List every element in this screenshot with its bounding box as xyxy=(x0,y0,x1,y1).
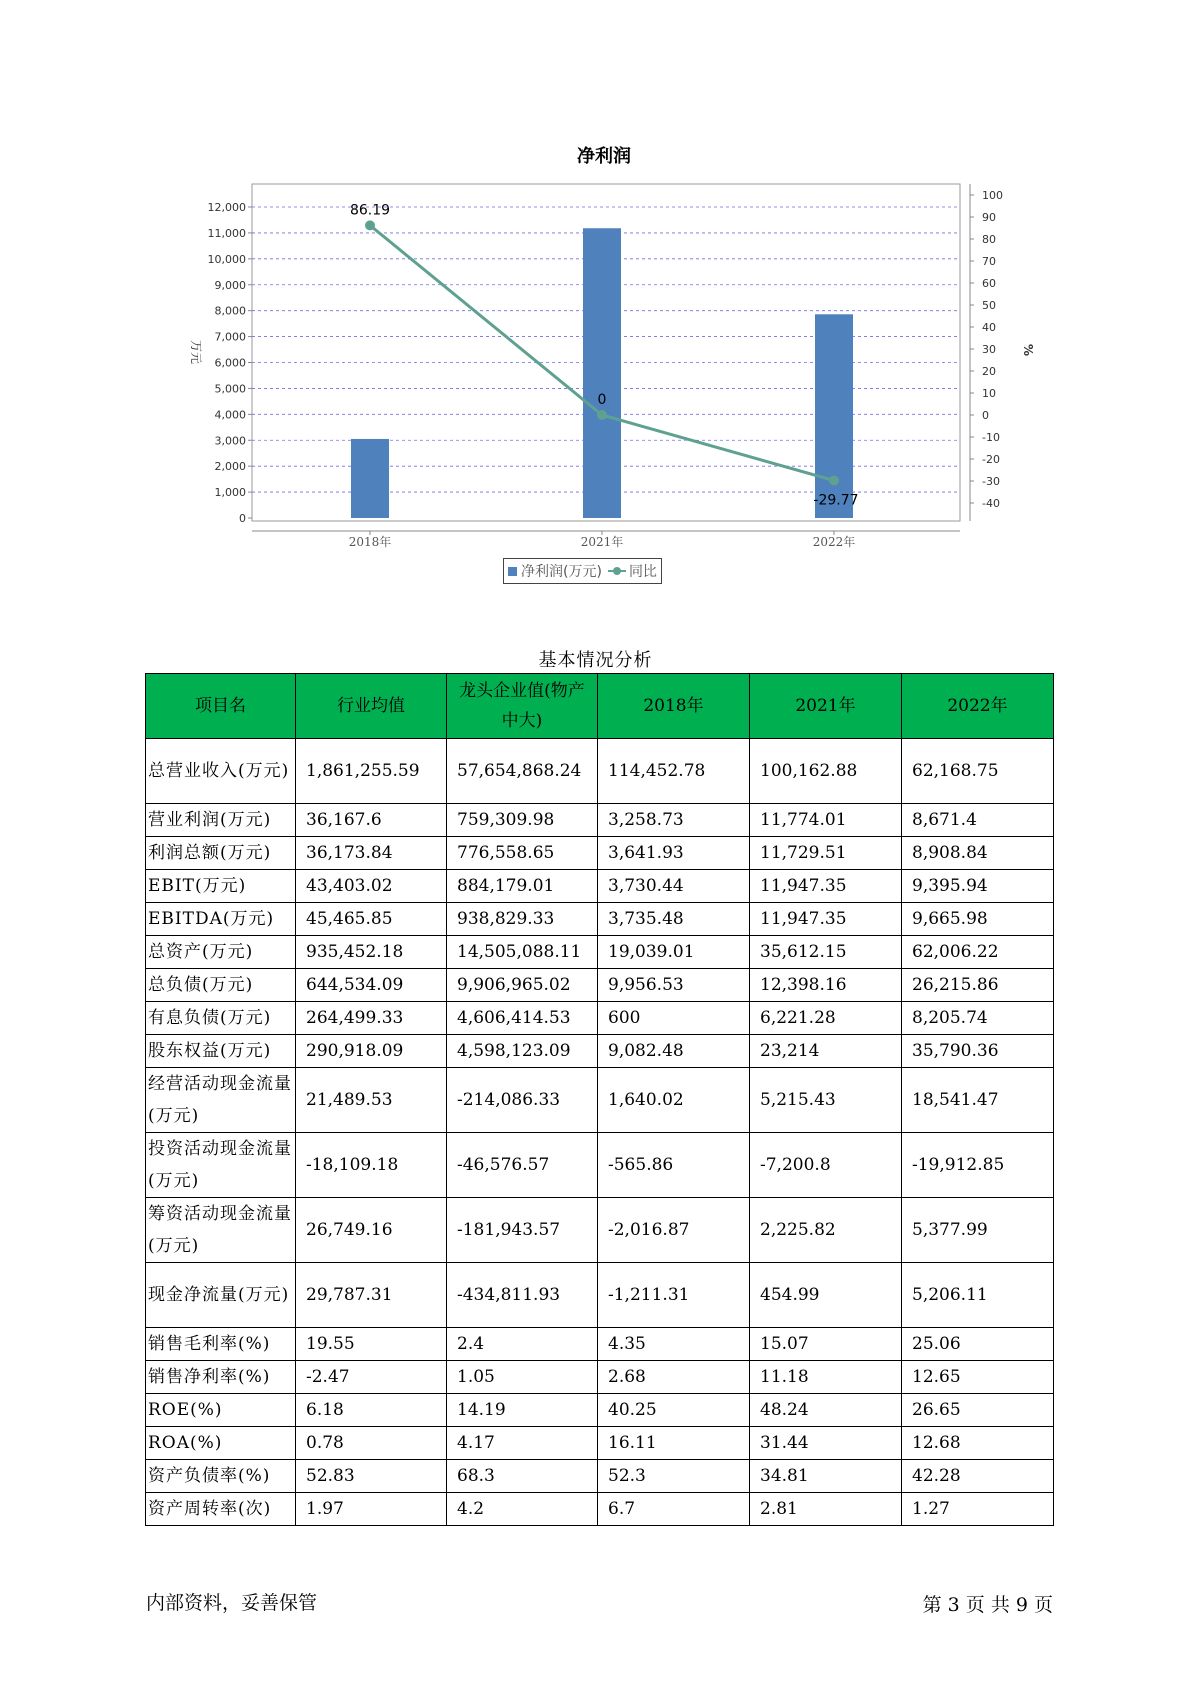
table-cell: 11,774.01 xyxy=(750,804,902,837)
y-right-tick-label: 50 xyxy=(982,299,996,312)
table-cell: -18,109.18 xyxy=(296,1133,447,1198)
x-tick-label: 2022年 xyxy=(812,535,856,549)
table-cell: -2.47 xyxy=(296,1361,447,1394)
table-cell: 23,214 xyxy=(750,1035,902,1068)
table-cell: -434,811.93 xyxy=(447,1263,598,1328)
table-cell: 1.27 xyxy=(902,1493,1054,1526)
row-label: 资产周转率(次) xyxy=(146,1493,296,1526)
table-row xyxy=(146,1361,1054,1394)
table-cell: 62,006.22 xyxy=(902,936,1054,969)
data-label: 86.19 xyxy=(349,202,391,219)
table-row xyxy=(146,1198,1054,1263)
table-cell: 18,541.47 xyxy=(902,1068,1054,1133)
table-cell: -1,211.31 xyxy=(598,1263,750,1328)
y-right-tick-label: 20 xyxy=(982,365,996,378)
chart-canvas xyxy=(0,0,1191,620)
header-cell: 项目名 xyxy=(146,674,296,739)
table-cell: 35,612.15 xyxy=(750,936,902,969)
table-cell: 100,162.88 xyxy=(750,739,902,804)
table-row xyxy=(146,837,1054,870)
y-right-tick-label: -30 xyxy=(982,475,1000,488)
row-label: 经营活动现金流量(万元) xyxy=(146,1068,296,1133)
footer-page-number: 第 3 页 共 9 页 xyxy=(922,1594,1053,1616)
legend-bar-swatch xyxy=(508,567,517,576)
table-cell: 8,908.84 xyxy=(902,837,1054,870)
table-cell: 6.18 xyxy=(296,1394,447,1427)
table-cell: 14.19 xyxy=(447,1394,598,1427)
table-cell: -2,016.87 xyxy=(598,1198,750,1263)
data-label: -29.77 xyxy=(813,492,859,509)
table-cell: -181,943.57 xyxy=(447,1198,598,1263)
row-label: ROE(%) xyxy=(146,1394,296,1427)
table-cell: 0.78 xyxy=(296,1427,447,1460)
table-cell: 644,534.09 xyxy=(296,969,447,1002)
table-row xyxy=(146,739,1054,804)
table-cell: 454.99 xyxy=(750,1263,902,1328)
table-row xyxy=(146,1002,1054,1035)
y-right-tick-label: 90 xyxy=(982,211,996,224)
table-cell: 11,947.35 xyxy=(750,870,902,903)
table-cell: 6,221.28 xyxy=(750,1002,902,1035)
table-row xyxy=(146,870,1054,903)
table-cell: 14,505,088.11 xyxy=(447,936,598,969)
table-body xyxy=(146,739,1054,1526)
line-point xyxy=(365,220,375,230)
table-cell: 9,082.48 xyxy=(598,1035,750,1068)
table-cell: 11,729.51 xyxy=(750,837,902,870)
table-cell: 9,956.53 xyxy=(598,969,750,1002)
table-cell: 5,215.43 xyxy=(750,1068,902,1133)
table-row xyxy=(146,1394,1054,1427)
table-cell: 9,665.98 xyxy=(902,903,1054,936)
legend-line-swatch xyxy=(608,566,626,576)
chart-title: 净利润 xyxy=(577,146,631,167)
table-row xyxy=(146,1263,1054,1328)
data-label: 0 xyxy=(597,392,607,408)
header-cell: 行业均值 xyxy=(296,674,447,739)
table-row xyxy=(146,1035,1054,1068)
x-tick-label: 2018年 xyxy=(348,535,392,549)
table-cell: 3,641.93 xyxy=(598,837,750,870)
table-cell: 31.44 xyxy=(750,1427,902,1460)
table-cell: 938,829.33 xyxy=(447,903,598,936)
table-cell: 36,173.84 xyxy=(296,837,447,870)
row-label: 销售净利率(%) xyxy=(146,1361,296,1394)
table-cell: 4,606,414.53 xyxy=(447,1002,598,1035)
y-right-tick-label: 10 xyxy=(982,387,996,400)
table-cell: 5,377.99 xyxy=(902,1198,1054,1263)
row-label: 销售毛利率(%) xyxy=(146,1328,296,1361)
table-cell: 9,906,965.02 xyxy=(447,969,598,1002)
table-row xyxy=(146,1460,1054,1493)
bar xyxy=(815,314,853,518)
legend-label-line: 同比 xyxy=(628,564,657,580)
row-label: 营业利润(万元) xyxy=(146,804,296,837)
y-right-axis-title: % xyxy=(1021,343,1035,357)
table-cell: 8,205.74 xyxy=(902,1002,1054,1035)
table-cell: 34.81 xyxy=(750,1460,902,1493)
table-title: 基本情况分析 xyxy=(538,650,653,671)
table-cell: 8,671.4 xyxy=(902,804,1054,837)
table-cell: 759,309.98 xyxy=(447,804,598,837)
y-right-tick-label: 40 xyxy=(982,321,996,334)
table-cell: 29,787.31 xyxy=(296,1263,447,1328)
table-cell: 26,749.16 xyxy=(296,1198,447,1263)
table-cell: 1,640.02 xyxy=(598,1068,750,1133)
table-cell: 2.4 xyxy=(447,1328,598,1361)
table-cell: 36,167.6 xyxy=(296,804,447,837)
row-label: EBIT(万元) xyxy=(146,870,296,903)
table-cell: 11,947.35 xyxy=(750,903,902,936)
y-left-tick-label: 2,000 xyxy=(214,460,246,474)
table-cell: -214,086.33 xyxy=(447,1068,598,1133)
y-left-tick-label: 0 xyxy=(239,512,246,525)
row-label: 投资活动现金流量(万元) xyxy=(146,1133,296,1198)
analysis-table xyxy=(145,673,1054,1526)
table-cell: 25.06 xyxy=(902,1328,1054,1361)
table-cell: 12.68 xyxy=(902,1427,1054,1460)
table-cell: -7,200.8 xyxy=(750,1133,902,1198)
y-right-tick-label: -40 xyxy=(982,497,1000,510)
row-label: ROA(%) xyxy=(146,1427,296,1460)
table-cell: 4.2 xyxy=(447,1493,598,1526)
table-cell: 21,489.53 xyxy=(296,1068,447,1133)
table-cell: 3,735.48 xyxy=(598,903,750,936)
table-cell: -565.86 xyxy=(598,1133,750,1198)
y-left-tick-label: 4,000 xyxy=(214,408,246,422)
table-cell: -46,576.57 xyxy=(447,1133,598,1198)
table-cell: 43,403.02 xyxy=(296,870,447,903)
table-cell: 52.3 xyxy=(598,1460,750,1493)
legend-label-bar: 净利润(万元) xyxy=(521,564,602,580)
y-left-tick-label: 11,000 xyxy=(207,226,246,240)
table-cell: 42.28 xyxy=(902,1460,1054,1493)
table-cell: 26.65 xyxy=(902,1394,1054,1427)
table-cell: 290,918.09 xyxy=(296,1035,447,1068)
table-cell: 4.17 xyxy=(447,1427,598,1460)
bar xyxy=(583,228,621,518)
y-right-tick-label: 70 xyxy=(982,255,996,268)
header-cell: 龙头企业值(物产中大) xyxy=(447,674,598,739)
table-row xyxy=(146,903,1054,936)
y-right-tick-label: 100 xyxy=(982,189,1003,202)
table-cell: -19,912.85 xyxy=(902,1133,1054,1198)
table-cell: 3,730.44 xyxy=(598,870,750,903)
row-label: 总营业收入(万元) xyxy=(146,739,296,804)
table-cell: 19.55 xyxy=(296,1328,447,1361)
table-cell: 62,168.75 xyxy=(902,739,1054,804)
y-right-tick-label: 30 xyxy=(982,343,996,356)
x-tick-label: 2021年 xyxy=(580,535,624,549)
table-cell: 35,790.36 xyxy=(902,1035,1054,1068)
table-cell: 19,039.01 xyxy=(598,936,750,969)
table-cell: 4,598,123.09 xyxy=(447,1035,598,1068)
row-label: 筹资活动现金流量(万元) xyxy=(146,1198,296,1263)
table-cell: 57,654,868.24 xyxy=(447,739,598,804)
row-label: 资产负债率(%) xyxy=(146,1460,296,1493)
table-row xyxy=(146,1068,1054,1133)
line-point xyxy=(829,475,839,485)
table-cell: 1,861,255.59 xyxy=(296,739,447,804)
table-cell: 15.07 xyxy=(750,1328,902,1361)
table-row xyxy=(146,969,1054,1002)
table-cell: 45,465.85 xyxy=(296,903,447,936)
table-cell: 2,225.82 xyxy=(750,1198,902,1263)
row-label: 利润总额(万元) xyxy=(146,837,296,870)
y-right-tick-label: 0 xyxy=(982,409,989,422)
row-label: 总资产(万元) xyxy=(146,936,296,969)
row-label: 股东权益(万元) xyxy=(146,1035,296,1068)
y-left-tick-label: 8,000 xyxy=(214,304,246,318)
y-left-tick-label: 10,000 xyxy=(207,252,246,266)
row-label: 现金净流量(万元) xyxy=(146,1263,296,1328)
table-cell: 26,215.86 xyxy=(902,969,1054,1002)
table-cell: 600 xyxy=(598,1002,750,1035)
y-left-tick-label: 6,000 xyxy=(214,356,246,370)
y-left-tick-label: 1,000 xyxy=(214,486,246,500)
table-cell: 3,258.73 xyxy=(598,804,750,837)
y-right-tick-label: 80 xyxy=(982,233,996,246)
header-cell: 2021年 xyxy=(750,674,902,739)
table-row xyxy=(146,1133,1054,1198)
y-left-tick-label: 12,000 xyxy=(207,201,246,214)
table-cell: 2.81 xyxy=(750,1493,902,1526)
y-right-tick-label: 60 xyxy=(982,277,996,290)
table-row xyxy=(146,804,1054,837)
table-cell: 2.68 xyxy=(598,1361,750,1394)
table-cell: 9,395.94 xyxy=(902,870,1054,903)
table-cell: 5,206.11 xyxy=(902,1263,1054,1328)
row-label: EBITDA(万元) xyxy=(146,903,296,936)
table-row xyxy=(146,1328,1054,1361)
row-label: 有息负债(万元) xyxy=(146,1002,296,1035)
chart-legend xyxy=(503,558,662,584)
y-left-tick-label: 9,000 xyxy=(214,278,246,292)
table-header-row xyxy=(146,674,1054,739)
table-cell: 264,499.33 xyxy=(296,1002,447,1035)
y-left-tick-label: 3,000 xyxy=(214,434,246,448)
table-cell: 16.11 xyxy=(598,1427,750,1460)
table-cell: 52.83 xyxy=(296,1460,447,1493)
y-right-tick-label: -10 xyxy=(982,431,1000,444)
table-row xyxy=(146,936,1054,969)
header-cell: 2018年 xyxy=(598,674,750,739)
table-cell: 68.3 xyxy=(447,1460,598,1493)
table-cell: 12.65 xyxy=(902,1361,1054,1394)
table-row xyxy=(146,1493,1054,1526)
table-cell: 1.97 xyxy=(296,1493,447,1526)
y-left-tick-label: 7,000 xyxy=(214,330,246,344)
table-row xyxy=(146,1427,1054,1460)
table-cell: 40.25 xyxy=(598,1394,750,1427)
table-cell: 11.18 xyxy=(750,1361,902,1394)
y-left-axis-title: 万元 xyxy=(189,339,203,365)
table-cell: 776,558.65 xyxy=(447,837,598,870)
y-left-tick-label: 5,000 xyxy=(214,382,246,396)
table-cell: 12,398.16 xyxy=(750,969,902,1002)
bar xyxy=(351,439,389,518)
y-right-tick-label: -20 xyxy=(982,453,1000,466)
net-profit-chart xyxy=(0,0,1191,620)
table-cell: 48.24 xyxy=(750,1394,902,1427)
table-cell: 4.35 xyxy=(598,1328,750,1361)
header-cell: 2022年 xyxy=(902,674,1054,739)
table-cell: 884,179.01 xyxy=(447,870,598,903)
table-cell: 114,452.78 xyxy=(598,739,750,804)
line-point xyxy=(597,410,607,420)
footer-confidential: 内部资料，妥善保管 xyxy=(146,1592,318,1614)
table-cell: 1.05 xyxy=(447,1361,598,1394)
row-label: 总负债(万元) xyxy=(146,969,296,1002)
table-cell: 6.7 xyxy=(598,1493,750,1526)
table-cell: 935,452.18 xyxy=(296,936,447,969)
